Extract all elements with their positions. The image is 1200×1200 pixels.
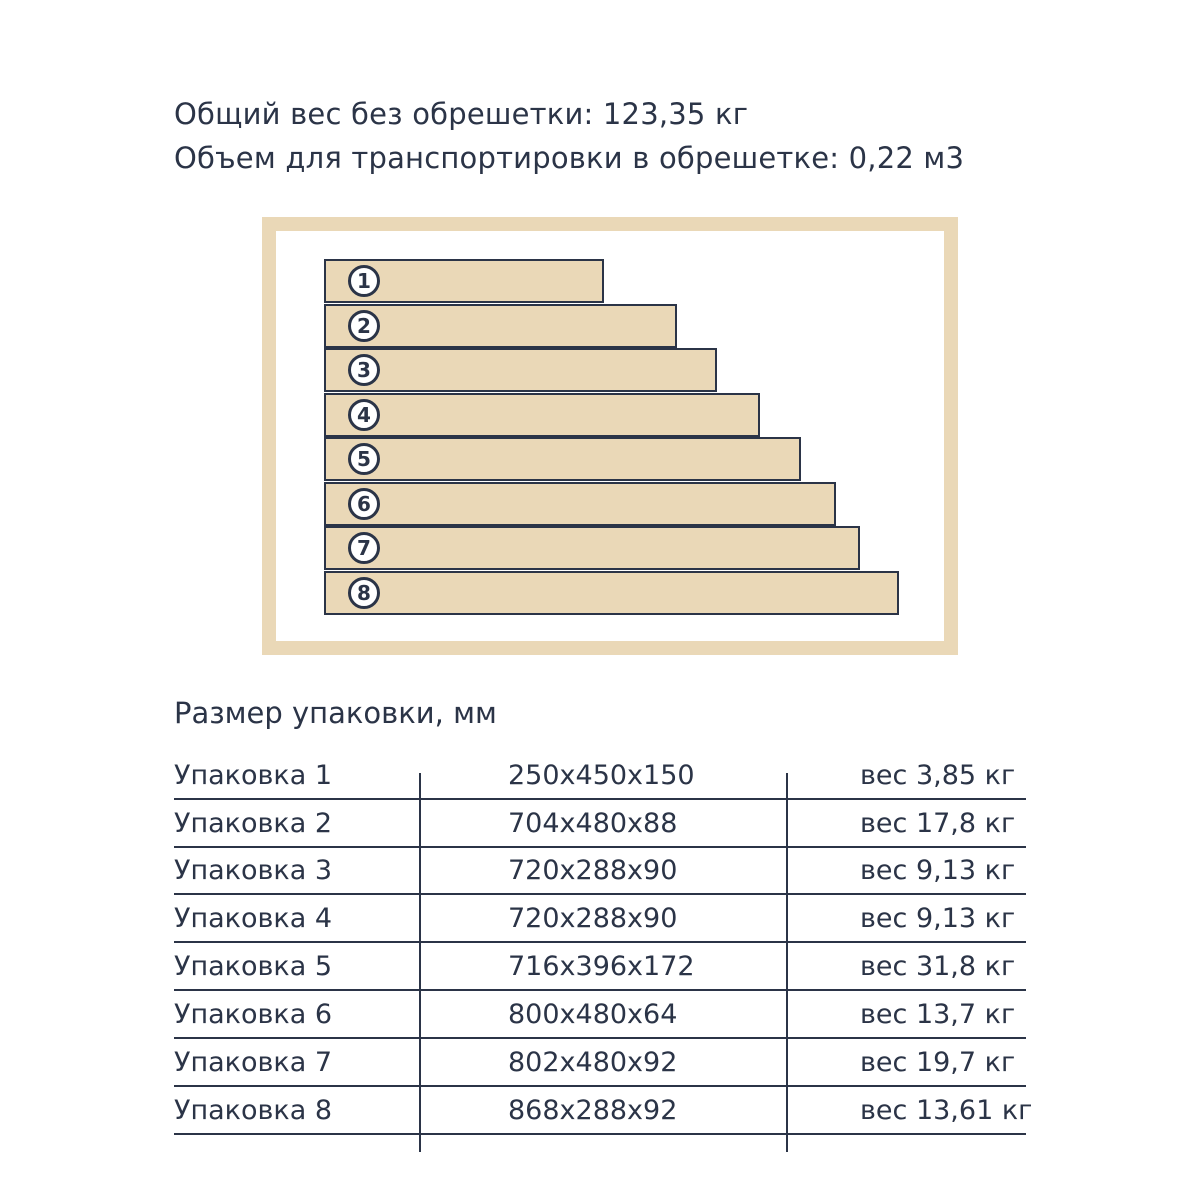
package-name: Упаковка 1 (174, 760, 333, 791)
package-weight: вес 17,8 кг (860, 808, 1016, 839)
column-divider (786, 773, 788, 1152)
table-row (174, 847, 1026, 895)
package-number-badge: 4 (348, 399, 380, 431)
package-weight: вес 31,8 кг (860, 951, 1016, 982)
package-weight: вес 9,13 кг (860, 903, 1016, 934)
table-row (174, 943, 1026, 991)
package-size: 250x450x150 (508, 760, 695, 791)
package-bar-5 (324, 437, 801, 481)
package-number-badge: 6 (348, 488, 380, 520)
package-bar-7 (324, 526, 860, 570)
package-name: Упаковка 4 (174, 903, 333, 934)
package-size-heading: Размер упаковки, мм (174, 696, 497, 730)
package-weight: вес 19,7 кг (860, 1047, 1016, 1078)
package-name: Упаковка 6 (174, 999, 333, 1030)
table-row (174, 800, 1026, 848)
package-number-badge: 5 (348, 443, 380, 475)
package-number-badge: 2 (348, 310, 380, 342)
package-name: Упаковка 7 (174, 1047, 333, 1078)
package-size: 800x480x64 (508, 999, 678, 1030)
table-row (174, 1039, 1026, 1087)
package-size: 720x288x90 (508, 855, 678, 886)
package-size: 704x480x88 (508, 808, 678, 839)
package-number-badge: 3 (348, 354, 380, 386)
package-number-badge: 1 (348, 265, 380, 297)
package-weight: вес 9,13 кг (860, 855, 1016, 886)
package-bar-8 (324, 571, 899, 615)
package-weight: вес 13,61 кг (860, 1095, 1033, 1126)
total-weight-text: Общий вес без обрешетки: 123,35 кг (174, 97, 749, 131)
package-bar-4 (324, 393, 760, 437)
package-weight: вес 13,7 кг (860, 999, 1016, 1030)
table-row (174, 895, 1026, 943)
package-name: Упаковка 2 (174, 808, 333, 839)
package-number-badge: 8 (348, 577, 380, 609)
package-size: 720x288x90 (508, 903, 678, 934)
package-number-badge: 7 (348, 532, 380, 564)
package-size: 868x288x92 (508, 1095, 678, 1126)
package-name: Упаковка 3 (174, 855, 333, 886)
table-row (174, 1087, 1033, 1135)
table-row (174, 752, 1026, 800)
package-bar-2 (324, 304, 677, 348)
package-name: Упаковка 5 (174, 951, 333, 982)
package-size: 716x396x172 (508, 951, 695, 982)
transport-volume-text: Объем для транспортировки в обрешетке: 0,22 м3 (174, 141, 965, 175)
column-divider (419, 773, 421, 1152)
package-bar-3 (324, 348, 717, 392)
package-bar-6 (324, 482, 836, 526)
package-bar-1 (324, 259, 604, 303)
table-row (174, 991, 1026, 1039)
package-name: Упаковка 8 (174, 1095, 333, 1126)
package-weight: вес 3,85 кг (860, 760, 1016, 791)
package-size: 802x480x92 (508, 1047, 678, 1078)
